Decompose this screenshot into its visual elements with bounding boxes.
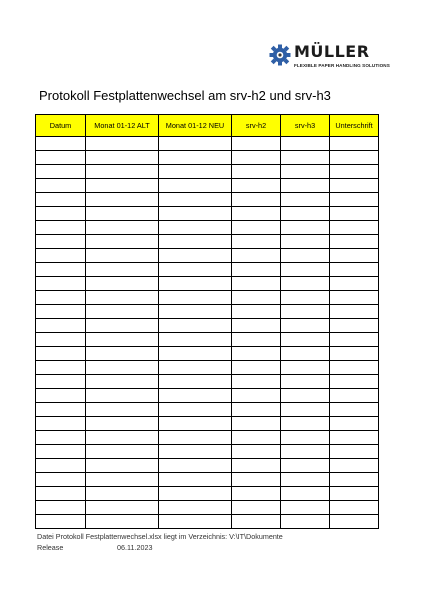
table-cell: [232, 165, 281, 179]
table-cell: [330, 473, 379, 487]
table-cell: [86, 179, 159, 193]
table-cell: [281, 417, 330, 431]
table-row: [36, 417, 379, 431]
table-cell: [159, 207, 232, 221]
table-row: [36, 431, 379, 445]
table-cell: [36, 473, 86, 487]
table-cell: [232, 305, 281, 319]
table-cell: [281, 501, 330, 515]
table-row: [36, 249, 379, 263]
table-cell: [36, 319, 86, 333]
release-label: Release: [37, 543, 64, 552]
table-cell: [86, 193, 159, 207]
table-cell: [330, 347, 379, 361]
table-cell: [36, 459, 86, 473]
table-cell: [281, 305, 330, 319]
table-cell: [330, 375, 379, 389]
table-cell: [232, 179, 281, 193]
table-cell: [330, 277, 379, 291]
table-cell: [232, 361, 281, 375]
table-cell: [330, 319, 379, 333]
table-cell: [36, 165, 86, 179]
table-cell: [330, 137, 379, 151]
table-body: [36, 137, 379, 529]
table-cell: [330, 431, 379, 445]
table-row: [36, 137, 379, 151]
table-cell: [36, 207, 86, 221]
column-header-srv-h2: srv-h2: [232, 115, 281, 137]
table-cell: [232, 403, 281, 417]
table-cell: [36, 291, 86, 305]
table-row: [36, 193, 379, 207]
table-cell: [159, 277, 232, 291]
table-cell: [281, 515, 330, 529]
table-cell: [281, 319, 330, 333]
table-cell: [159, 165, 232, 179]
table-row: [36, 179, 379, 193]
table-row: [36, 291, 379, 305]
table-cell: [281, 459, 330, 473]
table-cell: [281, 431, 330, 445]
table-cell: [86, 207, 159, 221]
table-cell: [159, 347, 232, 361]
table-row: [36, 277, 379, 291]
table-cell: [232, 417, 281, 431]
table-row: [36, 347, 379, 361]
table-cell: [330, 263, 379, 277]
release-date: 06.11.2023: [117, 543, 153, 552]
table-cell: [159, 431, 232, 445]
table-cell: [86, 235, 159, 249]
table-cell: [232, 375, 281, 389]
table-cell: [36, 305, 86, 319]
table-cell: [281, 291, 330, 305]
table-cell: [36, 333, 86, 347]
table-cell: [330, 305, 379, 319]
table-cell: [86, 347, 159, 361]
table-cell: [281, 249, 330, 263]
table-cell: [86, 431, 159, 445]
table-cell: [36, 151, 86, 165]
gear-logo-icon: [269, 44, 291, 66]
table-cell: [159, 417, 232, 431]
table-cell: [330, 179, 379, 193]
table-cell: [86, 319, 159, 333]
table-cell: [86, 221, 159, 235]
table-header-row: [36, 115, 379, 137]
table-cell: [330, 459, 379, 473]
table-cell: [86, 473, 159, 487]
table-cell: [36, 515, 86, 529]
table-cell: [330, 389, 379, 403]
table-cell: [86, 375, 159, 389]
table-cell: [159, 249, 232, 263]
table-cell: [330, 207, 379, 221]
table-cell: [232, 431, 281, 445]
table-cell: [86, 165, 159, 179]
table-row: [36, 333, 379, 347]
table-cell: [86, 249, 159, 263]
table-cell: [86, 263, 159, 277]
table-cell: [330, 361, 379, 375]
column-header-datum: Datum: [36, 115, 86, 137]
table-row: [36, 445, 379, 459]
column-header-monat-neu: Monat 01-12 NEU: [159, 115, 232, 137]
table-cell: [232, 487, 281, 501]
table-cell: [281, 347, 330, 361]
table-row: [36, 459, 379, 473]
table-cell: [330, 249, 379, 263]
table-cell: [159, 445, 232, 459]
table-cell: [86, 305, 159, 319]
table-cell: [232, 319, 281, 333]
table-cell: [86, 487, 159, 501]
table-cell: [281, 221, 330, 235]
table-cell: [232, 501, 281, 515]
table-cell: [159, 319, 232, 333]
table-cell: [159, 179, 232, 193]
table-cell: [232, 515, 281, 529]
table-cell: [281, 179, 330, 193]
table-cell: [36, 361, 86, 375]
table-cell: [232, 235, 281, 249]
table-cell: [86, 291, 159, 305]
logo-tagline: FLEXIBLE PAPER HANDLING SOLUTIONS: [294, 63, 390, 68]
table-cell: [159, 291, 232, 305]
table-cell: [330, 501, 379, 515]
table-row: [36, 515, 379, 529]
table-row: [36, 501, 379, 515]
table-cell: [330, 235, 379, 249]
company-logo: [269, 42, 390, 75]
table-cell: [86, 151, 159, 165]
table-cell: [36, 193, 86, 207]
table-cell: [232, 291, 281, 305]
table-cell: [36, 249, 86, 263]
table-cell: [86, 403, 159, 417]
logo-brand-name: MÜLLER: [294, 42, 370, 61]
table-cell: [159, 305, 232, 319]
table-cell: [232, 207, 281, 221]
table-cell: [159, 221, 232, 235]
table-cell: [86, 333, 159, 347]
table-cell: [36, 277, 86, 291]
table-cell: [36, 179, 86, 193]
column-header-srv-h3: srv-h3: [281, 115, 330, 137]
release-line: [37, 543, 153, 552]
table-cell: [232, 221, 281, 235]
table-cell: [86, 501, 159, 515]
table-cell: [281, 361, 330, 375]
table-row: [36, 473, 379, 487]
table-cell: [36, 235, 86, 249]
table-cell: [330, 165, 379, 179]
table-cell: [330, 333, 379, 347]
table-cell: [281, 151, 330, 165]
table-cell: [86, 445, 159, 459]
table-cell: [36, 375, 86, 389]
table-row: [36, 389, 379, 403]
table-cell: [36, 347, 86, 361]
table-cell: [159, 515, 232, 529]
table-cell: [330, 193, 379, 207]
table-cell: [232, 263, 281, 277]
table-cell: [232, 193, 281, 207]
table-cell: [36, 417, 86, 431]
table-cell: [86, 277, 159, 291]
table-cell: [232, 459, 281, 473]
table-cell: [281, 473, 330, 487]
table-cell: [281, 487, 330, 501]
table-cell: [281, 375, 330, 389]
table-row: [36, 361, 379, 375]
table-cell: [159, 389, 232, 403]
table-row: [36, 221, 379, 235]
table-cell: [86, 515, 159, 529]
file-location-note: Datei Protokoll Festplattenwechsel.xlsx liegt im Verzeichnis: V:\IT\Dokumente: [37, 532, 283, 541]
table-cell: [281, 277, 330, 291]
table-cell: [330, 151, 379, 165]
table-cell: [232, 137, 281, 151]
table-cell: [330, 445, 379, 459]
table-cell: [159, 473, 232, 487]
table-row: [36, 487, 379, 501]
table-row: [36, 151, 379, 165]
table-row: [36, 263, 379, 277]
table-cell: [86, 417, 159, 431]
table-cell: [36, 487, 86, 501]
table-cell: [159, 375, 232, 389]
table-cell: [36, 501, 86, 515]
column-header-monat-alt: Monat 01-12 ALT: [86, 115, 159, 137]
protocol-table: [35, 114, 379, 529]
table-cell: [281, 403, 330, 417]
table-cell: [36, 137, 86, 151]
table-cell: [86, 459, 159, 473]
table-cell: [330, 221, 379, 235]
table-cell: [232, 277, 281, 291]
table-cell: [36, 431, 86, 445]
table-cell: [330, 515, 379, 529]
table-row: [36, 235, 379, 249]
table-row: [36, 375, 379, 389]
table-cell: [159, 403, 232, 417]
table-cell: [281, 193, 330, 207]
table-cell: [232, 473, 281, 487]
table-cell: [232, 347, 281, 361]
table-cell: [281, 333, 330, 347]
table-cell: [36, 389, 86, 403]
table-cell: [159, 487, 232, 501]
table-row: [36, 319, 379, 333]
table-cell: [281, 235, 330, 249]
table-cell: [281, 207, 330, 221]
table-cell: [330, 487, 379, 501]
table-cell: [281, 137, 330, 151]
table-cell: [159, 235, 232, 249]
document-title: Protokoll Festplattenwechsel am srv-h2 und srv-h3: [39, 88, 331, 103]
table-cell: [86, 361, 159, 375]
table-cell: [159, 459, 232, 473]
table-cell: [159, 193, 232, 207]
table-cell: [281, 389, 330, 403]
table-cell: [330, 291, 379, 305]
table-cell: [36, 263, 86, 277]
table-cell: [232, 249, 281, 263]
table-cell: [159, 151, 232, 165]
table-cell: [159, 361, 232, 375]
table-cell: [159, 263, 232, 277]
table-cell: [36, 403, 86, 417]
table-cell: [281, 165, 330, 179]
table-cell: [281, 263, 330, 277]
table-cell: [281, 445, 330, 459]
table-cell: [159, 333, 232, 347]
table-cell: [232, 333, 281, 347]
table-cell: [232, 445, 281, 459]
column-header-unterschrift: Unterschrift: [330, 115, 379, 137]
table-cell: [330, 417, 379, 431]
table-cell: [159, 501, 232, 515]
table-cell: [159, 137, 232, 151]
table-cell: [36, 445, 86, 459]
table-row: [36, 207, 379, 221]
table-row: [36, 305, 379, 319]
table-cell: [86, 137, 159, 151]
table-cell: [86, 389, 159, 403]
table-cell: [330, 403, 379, 417]
table-cell: [232, 389, 281, 403]
table-cell: [36, 221, 86, 235]
table-row: [36, 165, 379, 179]
table-cell: [232, 151, 281, 165]
table-row: [36, 403, 379, 417]
